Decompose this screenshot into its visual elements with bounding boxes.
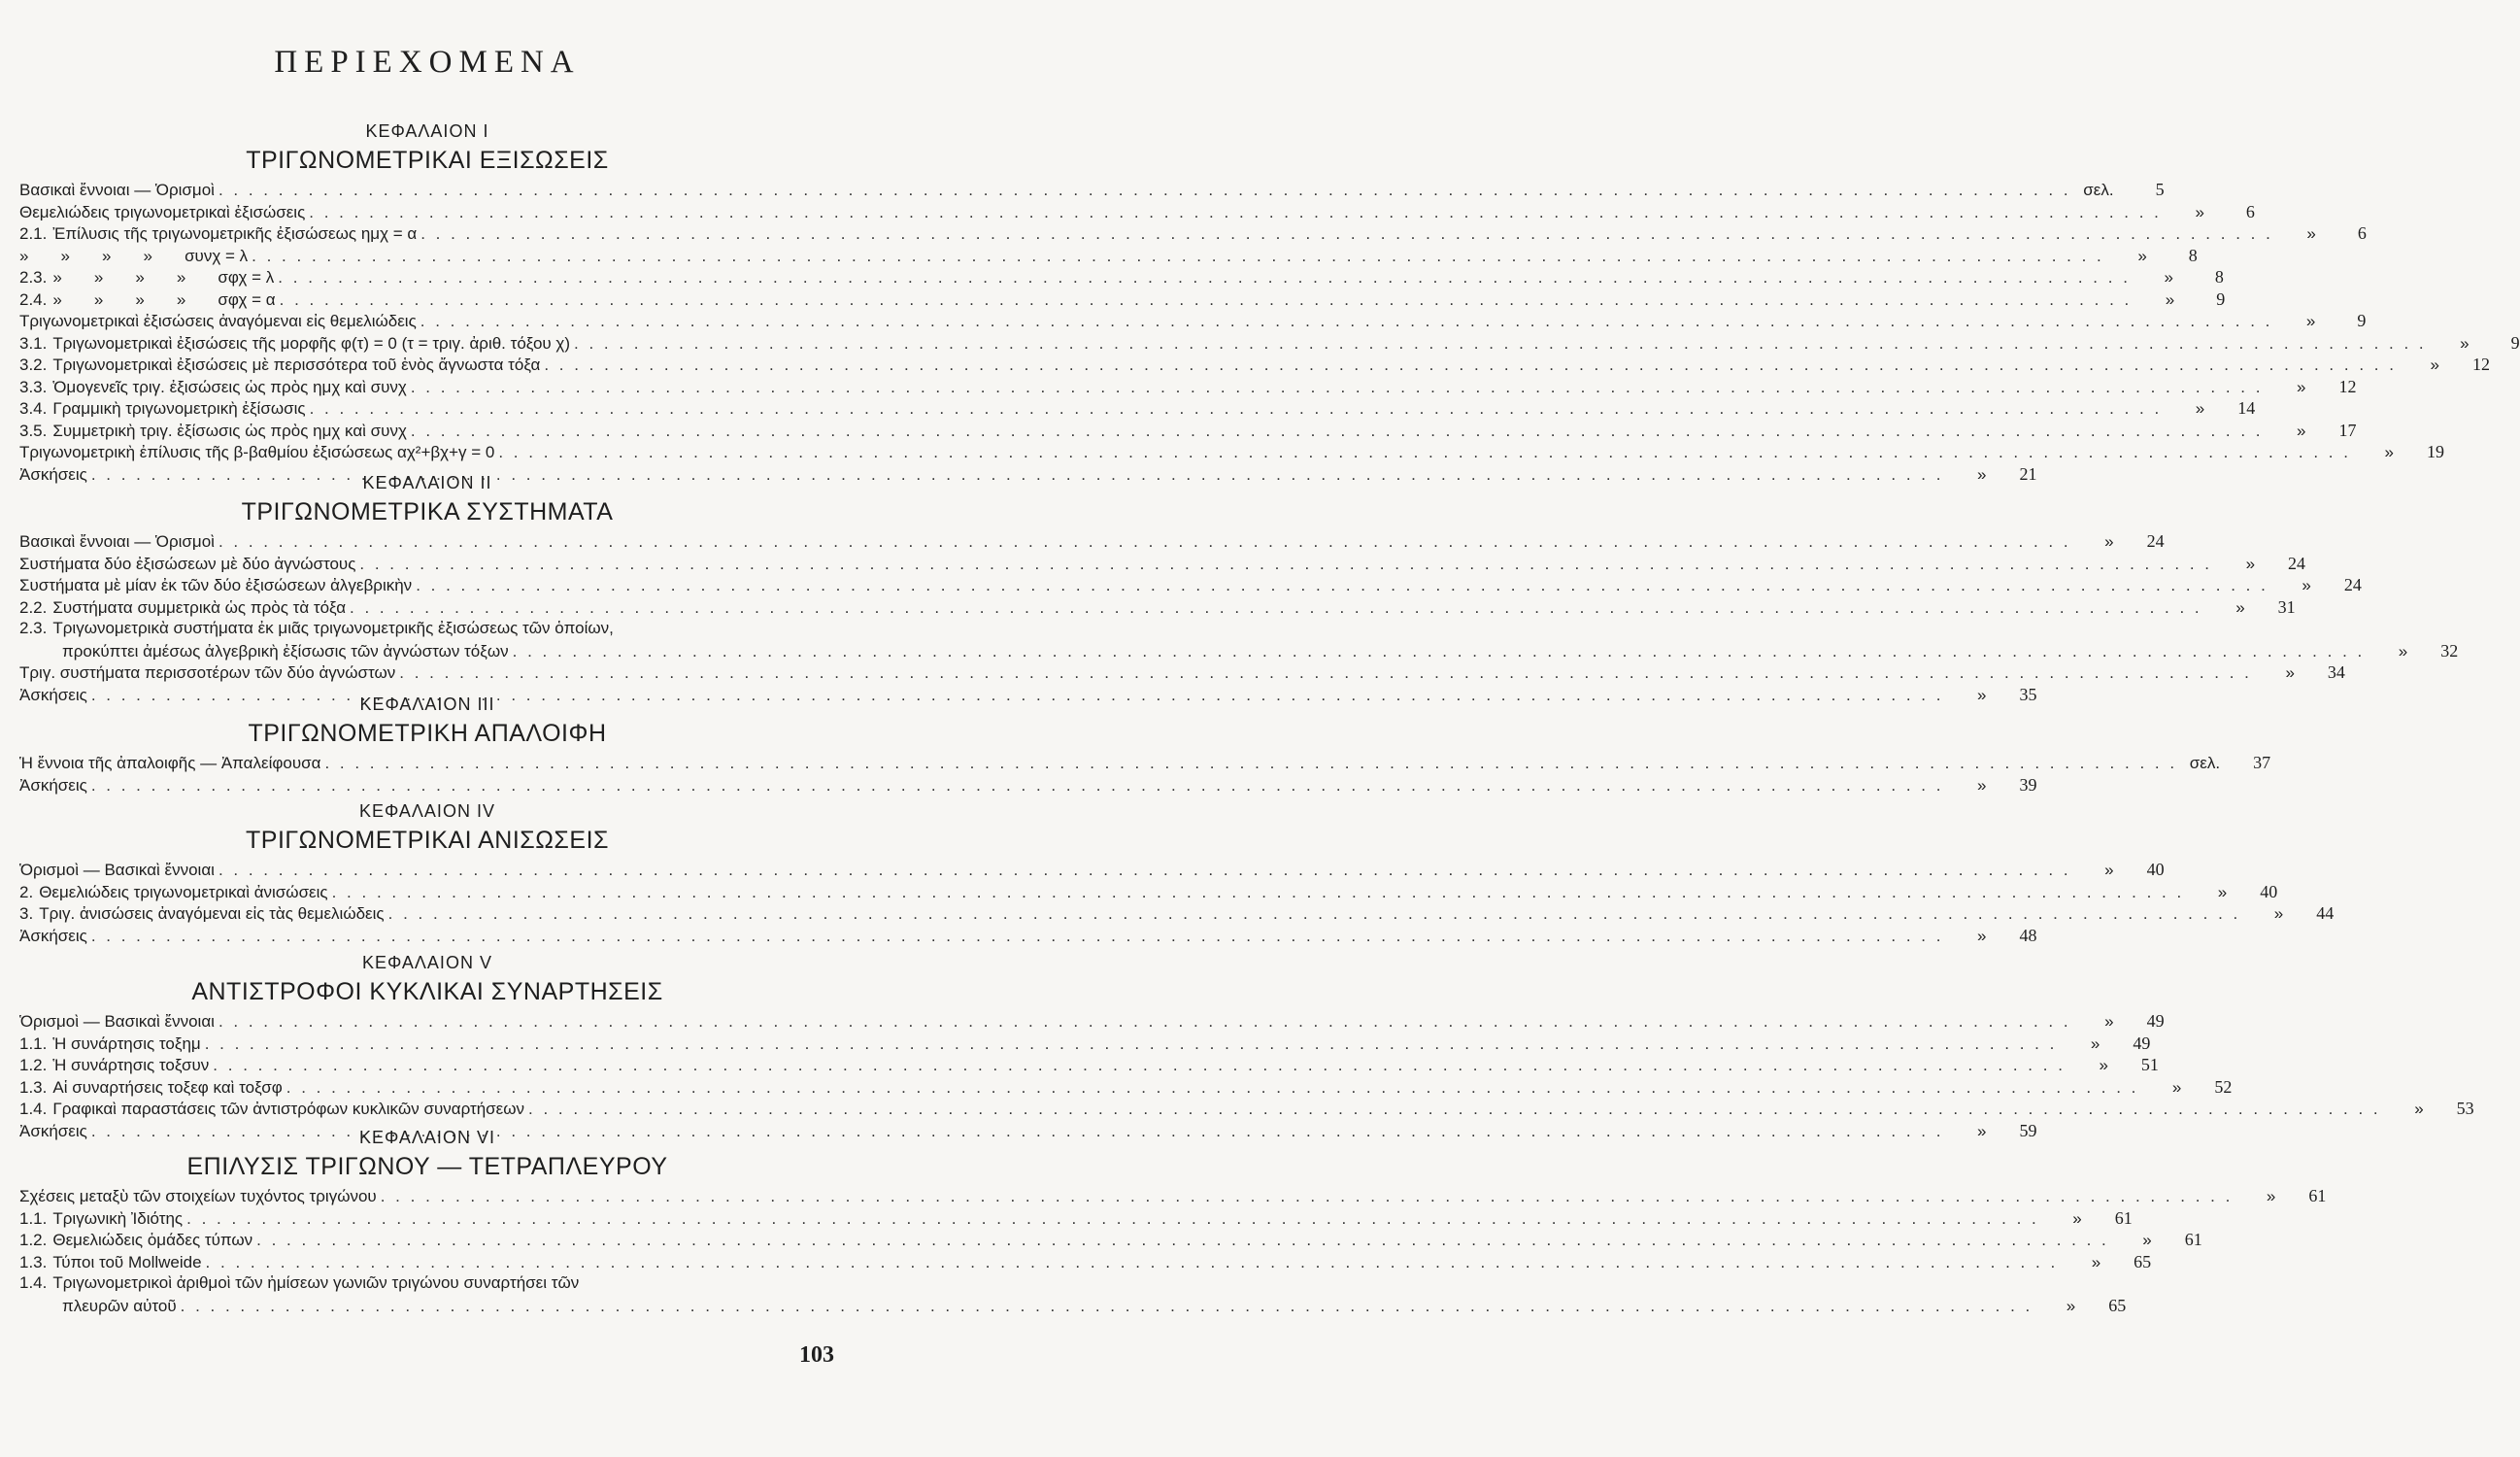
chapter-label: ΚΕΦΑΛΑΙΟΝ IV (359, 801, 495, 821)
entry-text: Τριγωνομετρικὰ συστήματα ἐκ μιᾶς τριγωνομετρικῆς ἐξισώσεως τῶν ὁποίων, (52, 619, 614, 637)
leader-dots (350, 597, 2202, 620)
page-marker: » (2273, 904, 2284, 923)
page-marker: » (2171, 1077, 2182, 1097)
leader-dots (213, 1055, 2066, 1077)
chapter-5 (19, 950, 2474, 1141)
entry-number: 3.2. (19, 356, 48, 374)
chapter-title: ΕΠΙΛΥΣΙΣ ΤΡΙΓΩΝΟΥ — ΤΕΤΡΑΠΛΕΥΡΟΥ (186, 1153, 668, 1180)
toc-entry (19, 774, 2037, 796)
toc-entry (19, 574, 2362, 596)
entry-page: 40 (2260, 881, 2278, 901)
entry-number: 3. (19, 904, 34, 923)
leader-dots (218, 860, 2071, 882)
toc-entry (19, 1185, 2327, 1207)
toc-entries (19, 859, 2335, 946)
page-marker: » (2066, 1296, 2076, 1315)
entry-text: Τριγωνικὴ Ἰδιότης (52, 1208, 184, 1228)
entry-number: 1.3. (19, 1077, 48, 1097)
entry-page: 9 (2216, 288, 2226, 309)
entry-number: 2.3. (19, 268, 48, 287)
leader-dots (399, 662, 2252, 685)
chapter-title: ΤΡΙΓΩΝΟΜΕΤΡΙΚΑΙ ΑΝΙΣΩΣΕΙΣ (246, 827, 609, 854)
leader-dots (91, 775, 1944, 797)
page-marker: » (2296, 377, 2306, 396)
entry-text: πλευρῶν αὐτοῦ (62, 1296, 177, 1315)
entry-text: προκύπτει ἀμέσως ἀλγεβρικὴ ἐξίσωσις τῶν ἀγνώστων τόξων (62, 641, 509, 661)
entry-page: 9 (2357, 311, 2367, 330)
toc-entry (19, 288, 2226, 311)
chapter-label: ΚΕΦΑΛΑΙΟΝ Ι (365, 121, 489, 141)
entry-page: 61 (2184, 1230, 2202, 1249)
entry-text: Ἀσκήσεις (19, 1121, 87, 1140)
leader-dots (278, 267, 2131, 289)
entry-text: » » » » σφχ = α (52, 289, 276, 309)
entry-text: » » » » σφχ = λ (52, 268, 275, 287)
entry-page: 37 (2253, 753, 2271, 772)
leader-dots (513, 641, 2366, 663)
entry-page: 24 (2343, 575, 2362, 594)
toc-entries (19, 530, 2459, 705)
entry-text: Συστήματα μὲ μίαν ἐκ τῶν δύο ἐξισώσεων ἀλγεβρικὴν (19, 576, 413, 594)
toc-entry (19, 441, 2444, 463)
entry-page: 49 (2133, 1033, 2151, 1053)
entry-page: 52 (2214, 1076, 2233, 1097)
chapter-label: ΚΕΦΑΛΑΙΟΝ VI (359, 1128, 495, 1147)
page-marker: » (2090, 1033, 2100, 1053)
leader-dots (252, 246, 2104, 268)
leader-dots (91, 926, 1944, 948)
leader-dots (218, 1011, 2071, 1033)
page-marker: » (1976, 926, 1987, 945)
toc-entry (19, 179, 2165, 201)
entry-page: 12 (2471, 355, 2490, 374)
entry-page: 53 (2456, 1099, 2474, 1118)
entry-text: Ἀσκήσεις (19, 926, 87, 945)
entry-page: 21 (2019, 463, 2037, 484)
entry-text: Ὁρισμοὶ — Βασικαὶ ἔννοιαι (19, 1012, 215, 1031)
leader-dots (256, 1230, 2109, 1252)
entry-page: 61 (2308, 1186, 2327, 1205)
leader-dots (388, 903, 2241, 926)
entry-text: Βασικαὶ ἔννοιαι — Ὁρισμοὶ (19, 532, 215, 551)
page-marker: » (2398, 641, 2408, 661)
entry-number: 3.5. (19, 421, 48, 440)
entry-text: Βασικαὶ ἔννοιαι — Ὁρισμοὶ (19, 181, 215, 199)
entry-page: 19 (2426, 442, 2444, 461)
chapter-title: ΤΡΙΓΩΝΟΜΕΤΡΙΚΑΙ ΕΞΙΣΩΣΕΙΣ (246, 147, 609, 174)
entry-page: 9 (2510, 332, 2520, 353)
entry-number: 1.1. (19, 1208, 48, 1228)
page-marker: » (2165, 289, 2175, 309)
leader-dots (416, 575, 2268, 597)
toc-entry (19, 1295, 2127, 1317)
leader-dots (280, 289, 2133, 312)
page-marker: » (2302, 576, 2311, 594)
entry-text: Ἡ ἔννοια τῆς ἀπαλοιφῆς — Ἀπαλείφουσα (19, 754, 321, 772)
toc-entry (19, 376, 2357, 398)
entry-page: 31 (2277, 596, 2296, 617)
toc-entry (19, 201, 2255, 223)
chapter-label: ΚΕΦΑΛΑΙΟΝ ΙΙΙ (359, 695, 495, 714)
entry-page: 40 (2146, 860, 2165, 879)
page-marker: » (2137, 246, 2147, 265)
entry-number: 1.2. (19, 1056, 48, 1074)
entry-number: 3.1. (19, 333, 48, 353)
entry-text: Τριγ. ἀνισώσεις ἀναγόμεναι εἰς τὰς θεμελιώδεις (39, 904, 385, 923)
leader-dots (420, 223, 2273, 246)
leader-dots (544, 355, 2397, 377)
entry-page: 51 (2140, 1055, 2159, 1074)
entry-page: 14 (2237, 398, 2256, 418)
entry-text: Γραμμικὴ τριγωνομετρικὴ ἐξίσωσις (52, 399, 306, 418)
page-marker: » (1976, 685, 1987, 704)
entry-text: Ἀσκήσεις (19, 464, 87, 484)
toc-entry (19, 1251, 2152, 1273)
entry-number: 2.2. (19, 597, 48, 617)
toc-entry (19, 530, 2165, 553)
entry-text: Ὁρισμοὶ — Βασικαὶ ἔννοιαι (19, 861, 215, 879)
toc-entry (19, 245, 2198, 267)
entry-page: 35 (2019, 684, 2037, 704)
page-marker: » (2195, 399, 2205, 418)
leader-dots (218, 180, 2071, 202)
page-marker: » (1976, 1121, 1987, 1140)
entry-text: Ὁμογενεῖς τριγ. ἐξισώσεις ὡς πρὸς ημχ καὶ συνχ (52, 377, 407, 396)
toc-entry (19, 1272, 835, 1295)
entry-text: Τριγωνομετρικοὶ ἀριθμοὶ τῶν ἡμίσεων γωνιῶν τριγώνου συναρτήσει τῶν (52, 1273, 580, 1292)
leader-dots (286, 1077, 2139, 1100)
leader-dots (420, 311, 2273, 333)
toc-entry (19, 925, 2037, 947)
leader-dots (324, 753, 2177, 775)
leader-dots (411, 377, 2264, 399)
leader-dots (332, 882, 2185, 904)
entry-number: 3.4. (19, 399, 48, 418)
page-marker: » (2460, 333, 2470, 353)
page-marker: » (2104, 532, 2114, 551)
entry-page: 6 (2245, 201, 2255, 221)
entry-page: 49 (2146, 1011, 2165, 1031)
toc-entry (19, 553, 2306, 575)
entry-page: 6 (2357, 223, 2367, 243)
toc-entry (19, 332, 2520, 355)
toc-entry (19, 420, 2357, 442)
entry-page: 8 (2188, 245, 2198, 265)
entry-page: 61 (2114, 1207, 2133, 1228)
chapter-label: ΚΕΦΑΛΑΙΟΝ V (362, 953, 492, 972)
entry-number: 1.4. (19, 1100, 48, 1118)
page-marker: » (2305, 312, 2316, 330)
toc-entries (19, 1010, 2474, 1141)
toc-entry (19, 397, 2256, 420)
entry-number: 3.3. (19, 377, 48, 396)
entry-number: 2.1. (19, 224, 48, 243)
page-marker: » (2164, 268, 2173, 287)
entry-page: 44 (2316, 903, 2335, 923)
entry-text: Σχέσεις μεταξὺ τῶν στοιχείων τυχόντος τριγώνου (19, 1187, 377, 1205)
chapter-title: ΑΝΤΙΣΤΡΟΦΟΙ ΚΥΚΛΙΚΑΙ ΣΥΝΑΡΤΗΣΕΙΣ (191, 978, 663, 1005)
page-marker: » (2285, 663, 2295, 682)
entry-text: Θεμελιώδεις τριγωνομετρικαὶ ἀνισώσεις (39, 882, 328, 901)
page-number: 103 (799, 1342, 834, 1368)
entry-number: 1.3. (19, 1252, 48, 1271)
page-marker: » (2297, 421, 2306, 440)
entry-page: 34 (2327, 662, 2345, 682)
page-marker: » (2072, 1208, 2082, 1228)
entry-page: 24 (2146, 531, 2165, 551)
page-marker: » (1976, 464, 1987, 484)
chapter-title: ΤΡΙΓΩΝΟΜΕΤΡΙΚΗ ΑΠΑΛΟΙΦΗ (248, 720, 607, 747)
page-marker: » (2430, 356, 2439, 374)
toc-entries (19, 1185, 2327, 1316)
leader-dots (359, 554, 2212, 576)
page-marker: » (2235, 597, 2245, 617)
page-marker: » (2414, 1100, 2424, 1118)
entry-text: Αἱ συναρτήσεις τοξεφ καὶ τοξσφ (52, 1077, 283, 1097)
entry-number: 2.3. (19, 619, 48, 637)
toc-entry (19, 1054, 2159, 1076)
page-marker: » (2245, 554, 2256, 573)
chapter-title: ΤΡΙΓΩΝΟΜΕΤΡΙΚΑ ΣΥΣΤΗΜΑΤΑ (241, 498, 614, 525)
entry-page: 32 (2440, 640, 2459, 661)
leader-dots (310, 398, 2163, 421)
toc-entry (19, 1207, 2133, 1230)
toc-entry (19, 1229, 2202, 1251)
leader-dots (528, 1099, 2381, 1121)
entry-page: 65 (2134, 1251, 2152, 1271)
entry-page: 5 (2155, 180, 2165, 199)
chapter-label: ΚΕΦΑΛΑΙΟΝ ΙΙ (362, 473, 492, 492)
leader-dots (381, 1186, 2234, 1208)
entry-page: 17 (2338, 420, 2357, 440)
entry-text: Θεμελιώδεις τριγωνομετρικαὶ ἐξισώσεις (19, 202, 306, 221)
toc-entries (19, 179, 2520, 485)
leader-dots (206, 1252, 2059, 1274)
entry-text: Ἡ συνάρτησις τοξημ (52, 1033, 201, 1053)
entry-text: Ἀσκήσεις (19, 775, 87, 795)
page-marker: » (2142, 1231, 2152, 1249)
entry-page: 65 (2108, 1295, 2127, 1315)
chapter-1 (19, 119, 2520, 485)
toc-entry (19, 354, 2490, 376)
entry-text: Ἡ συνάρτησις τοξσυν (52, 1056, 210, 1074)
leader-dots (218, 531, 2071, 554)
entry-text: Τριγωνομετρικαὶ ἐξισώσεις μὲ περισσότερα τοῦ ἑνὸς ἄγνωστα τόξα (52, 356, 541, 374)
entry-number: 1.1. (19, 1033, 48, 1053)
toc-entry (19, 752, 2271, 774)
page-marker: » (2104, 1012, 2114, 1031)
leader-dots (498, 442, 2351, 464)
leader-dots (186, 1208, 2039, 1231)
page-title: ΠΕΡΙΕΧΟΜΕΝΑ (274, 45, 581, 80)
toc-entry (19, 859, 2165, 881)
entry-text: Τριγ. συστήματα περισσοτέρων τῶν δύο ἀγνώστων (19, 663, 396, 682)
toc-entry (19, 310, 2367, 332)
entry-page: 48 (2019, 925, 2037, 945)
entry-text: Θεμελιώδεις ὁμάδες τύπων (52, 1231, 253, 1249)
toc-entry (19, 1033, 2151, 1055)
entry-page: 12 (2338, 376, 2357, 396)
leader-dots (181, 1296, 2033, 1318)
entry-page: 24 (2288, 553, 2306, 573)
leader-dots (309, 202, 2162, 224)
entry-text: Τριγωνομετρικαὶ ἐξισώσεις τῆς μορφῆς φ(τ) = 0 (τ = τριγ. ἀριθ. τόξου χ) (52, 333, 571, 353)
page-marker: » (2091, 1252, 2101, 1271)
toc-entry (19, 266, 2224, 288)
toc-entry (19, 596, 2296, 619)
toc-entries (19, 752, 2271, 796)
page-marker: » (2266, 1187, 2276, 1205)
entry-text: Τύποι τοῦ Mollweide (52, 1252, 202, 1271)
entry-text: Γραφικαὶ παραστάσεις τῶν ἀντιστρόφων κυκλικῶν συναρτήσεων (52, 1100, 525, 1118)
entry-number: 2.4. (19, 289, 48, 309)
page-marker: σελ. (2083, 181, 2114, 199)
toc-entry (19, 902, 2335, 925)
entry-text: Συστήματα δύο ἐξισώσεων μὲ δύο ἀγνώστους (19, 554, 356, 573)
entry-number: 1.4. (19, 1273, 48, 1292)
entry-text: » » » » συνχ = λ (19, 246, 249, 265)
page-marker: » (2217, 882, 2228, 901)
leader-dots (205, 1033, 2058, 1056)
entry-number: 1.2. (19, 1231, 48, 1249)
toc-entry (19, 1076, 2233, 1099)
leader-dots (574, 333, 2427, 356)
entry-text: Συστήματα συμμετρικὰ ὡς πρὸς τὰ τόξα (52, 597, 347, 617)
leader-dots (411, 421, 2264, 443)
entry-number: 2. (19, 882, 34, 901)
page-marker: » (1976, 775, 1987, 795)
entry-text: Τριγωνομετρικαὶ ἐξισώσεις ἀναγόμεναι εἰς θεμελιώδεις (19, 312, 417, 330)
page-marker: σελ. (2189, 754, 2221, 772)
page-marker: » (2099, 1056, 2108, 1074)
page-marker: » (2384, 443, 2394, 461)
entry-text: Ἀσκήσεις (19, 685, 87, 704)
entry-page: 8 (2214, 267, 2224, 287)
entry-text: Τριγωνομετρικὴ ἐπίλυσις τῆς β-βαθμίου ἐξισώσεως αχ²+βχ+γ = 0 (19, 443, 495, 461)
toc-entry (19, 222, 2367, 245)
toc-entry (19, 661, 2345, 684)
toc-entry (19, 881, 2278, 903)
toc-entry (19, 1098, 2474, 1120)
toc-entry (19, 618, 835, 640)
entry-page: 59 (2019, 1120, 2037, 1140)
page-marker: » (2104, 861, 2114, 879)
entry-page: 39 (2019, 774, 2037, 795)
entry-text: Ἐπίλυσις τῆς τριγωνομετρικῆς ἐξισώσεως ημχ = α (52, 224, 418, 243)
toc-entry (19, 640, 2459, 662)
toc-entry (19, 1010, 2165, 1033)
page-marker: » (2195, 202, 2204, 221)
chapter-4 (19, 798, 2335, 946)
entry-text: Συμμετρικὴ τριγ. ἐξίσωσις ὡς πρὸς ημχ καὶ συνχ (52, 421, 407, 440)
page-marker: » (2306, 224, 2316, 243)
